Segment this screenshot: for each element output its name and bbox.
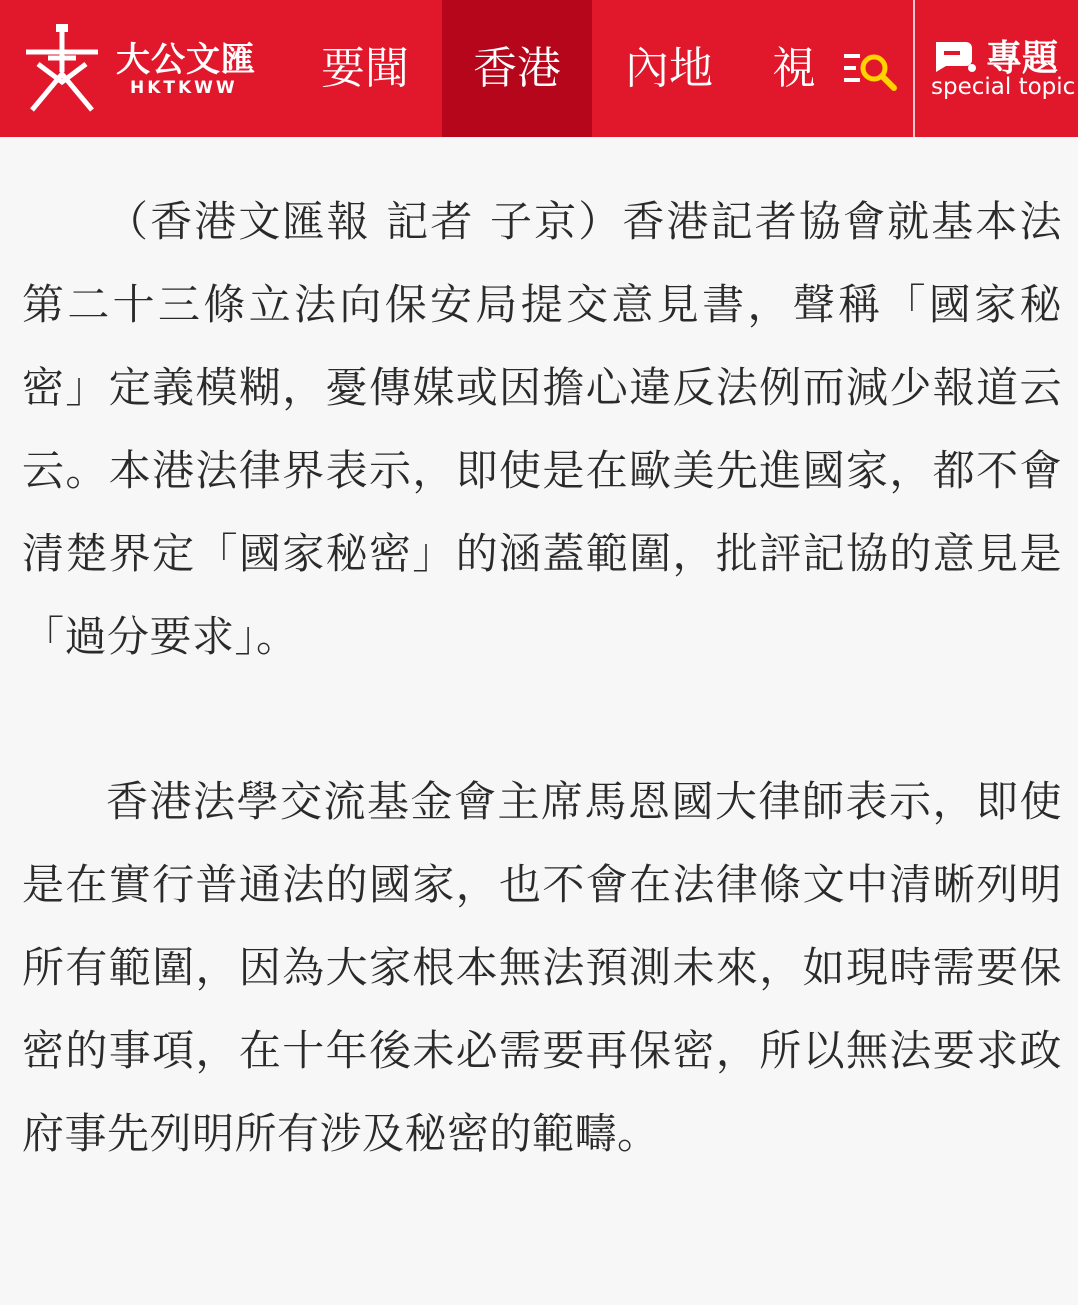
search-list-icon[interactable] (840, 40, 900, 100)
topic-label-en: special topic (931, 74, 1076, 100)
site-logo[interactable] (18, 22, 278, 114)
tab-hong-kong[interactable]: 香港 (442, 0, 592, 137)
article-paragraph: 香港法學交流基金會主席馬恩國大律師表示，即使是在實行普通法的國家，也不會在法律條文中清晰列明所有範圍，因為大家根本無法預測未來，如現時需要保密的事項，在十年後未必需要再保密，所以無法要求政府事先列明所有涉及秘密的範疇。 (22, 777, 1062, 1158)
tab-mainland[interactable]: 內地 (625, 43, 713, 94)
logo-star-icon (18, 22, 106, 114)
topic-label-cn: 專題 (986, 38, 1059, 79)
tab-video[interactable]: 視 (772, 43, 816, 94)
tab-headlines[interactable]: 要聞 (321, 43, 409, 94)
article-paragraph: （香港文匯報 記者 子京）香港記者協會就基本法第二十三條立法向保安局提交意見書，聲稱「國家秘密」定義模糊，憂傳媒或因擔心違反法例而減少報道云云。本港法律界表示，即使是在歐美先進國家，都不會清楚界定「國家秘密」的涵蓋範圍，批評記協的意見是「過分要求」。 (22, 197, 1062, 661)
channel-tabs (290, 0, 914, 137)
header-divider (913, 0, 915, 137)
logo-english-text: HKTKWW (130, 78, 238, 98)
logo-chinese-text: 大公文匯 (116, 40, 256, 80)
special-topic-button[interactable] (916, 0, 1078, 137)
top-navigation-bar (0, 0, 1078, 137)
article-body (22, 180, 1062, 1175)
topic-bubble-icon (932, 38, 978, 74)
